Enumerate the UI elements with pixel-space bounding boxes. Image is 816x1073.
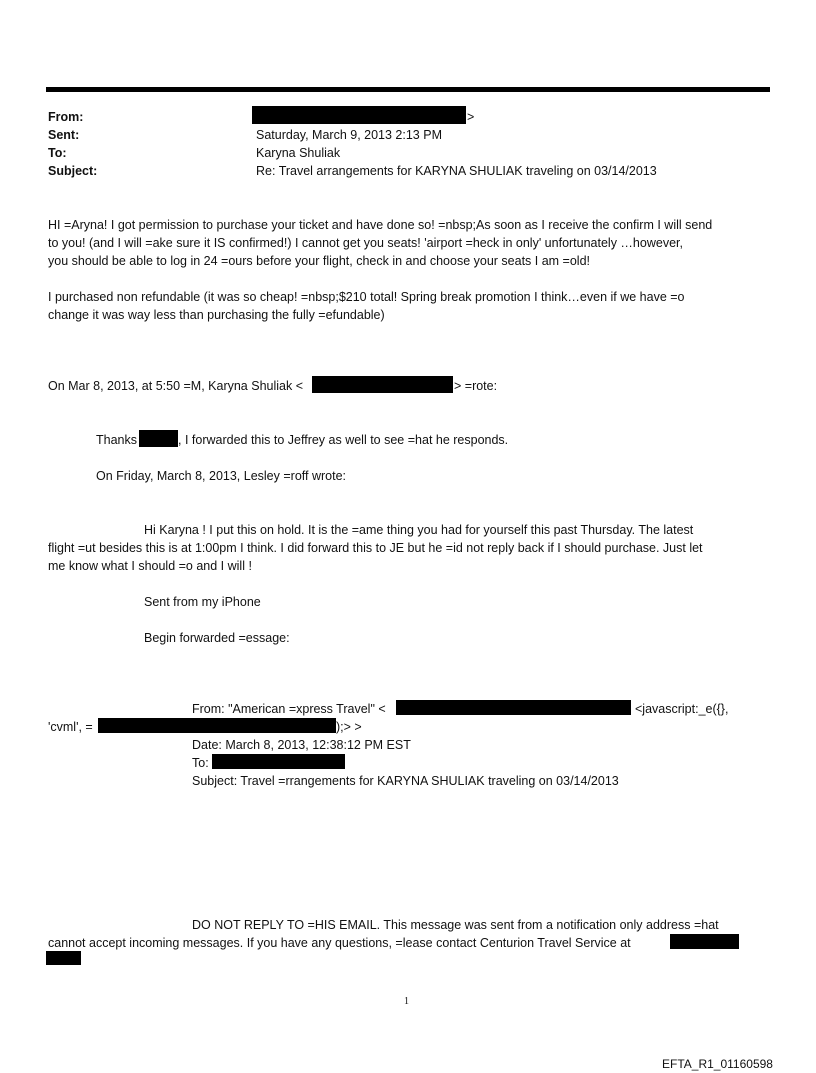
body-p3-line1: Hi Karyna ! I put this on hold. It is the =ame thing you had for yourself this past Thursday. The latest bbox=[144, 523, 694, 537]
subject-label: Subject: bbox=[48, 164, 98, 178]
header-rule bbox=[46, 87, 770, 92]
thanks-suffix: , I forwarded this to Jeffrey as well to see =hat he responds. bbox=[178, 433, 509, 447]
body-p1-line3: you should be able to log in 24 =ours before your flight, check in and choose your seats I am =old! bbox=[48, 254, 591, 268]
redaction-name-1 bbox=[139, 430, 178, 447]
notice-line2: cannot accept incoming messages. If you have any questions, =lease contact Centurion Travel Service at bbox=[48, 936, 631, 950]
body-p2-line2: change it was way less than purchasing the fully =efundable) bbox=[48, 308, 385, 322]
body-p1-line2: to you! (and I will =ake sure it IS confirmed!) I cannot get you seats! 'airport =heck in only' unfortunately …however, bbox=[48, 236, 683, 250]
from-label: From: bbox=[48, 110, 84, 124]
redaction-email-3 bbox=[98, 718, 336, 733]
redaction-to bbox=[212, 754, 345, 769]
fwd-subject: Subject: Travel =rrangements for KARYNA SHULIAK traveling on 03/14/2013 bbox=[192, 774, 619, 788]
footer-document-id: EFTA_R1_01160598 bbox=[662, 1057, 773, 1071]
fwd-javascript: <javascript:_e({}, bbox=[635, 702, 729, 716]
quote-header-2: On Friday, March 8, 2013, Lesley =roff wrote: bbox=[96, 469, 346, 483]
sent-value: Saturday, March 9, 2013 2:13 PM bbox=[256, 128, 442, 142]
redaction-phone-1 bbox=[670, 934, 739, 949]
sent-label: Sent: bbox=[48, 128, 80, 142]
from-suffix: > bbox=[467, 110, 475, 124]
fwd-date: Date: March 8, 2013, 12:38:12 PM EST bbox=[192, 738, 411, 752]
fwd-from: From: "American =xpress Travel" < bbox=[192, 702, 386, 716]
body-p1-line1: HI =Aryna! I got permission to purchase your ticket and have done so! =nbsp;As soon as I receive the confirm I will send bbox=[48, 218, 713, 232]
quote-header-1: On Mar 8, 2013, at 5:50 =M, Karyna Shuliak < bbox=[48, 379, 304, 393]
subject-value: Re: Travel arrangements for KARYNA SHULIAK traveling on 03/14/2013 bbox=[256, 164, 657, 178]
begin-forwarded: Begin forwarded =essage: bbox=[144, 631, 290, 645]
redaction-phone-2 bbox=[46, 951, 81, 965]
fwd-cvml-end: );> > bbox=[336, 720, 362, 734]
sent-from-iphone: Sent from my iPhone bbox=[144, 595, 261, 609]
body-p3-line2: flight =ut besides this is at 1:00pm I think. I did forward this to JE but he =id not reply back if I should purchase. Just let bbox=[48, 541, 703, 555]
to-value: Karyna Shuliak bbox=[256, 146, 341, 160]
body-p2-line1: I purchased non refundable (it was so cheap! =nbsp;$210 total! Spring break promotion I think…even if we have =o bbox=[48, 290, 685, 304]
quote-header-1-suffix: > =rote: bbox=[454, 379, 498, 393]
redaction-email-2 bbox=[396, 700, 631, 715]
notice-line1: DO NOT REPLY TO =HIS EMAIL. This message was sent from a notification only address =hat bbox=[192, 918, 719, 932]
redaction-email-1 bbox=[312, 376, 453, 393]
page-number: 1 bbox=[404, 996, 409, 1007]
fwd-to: To: bbox=[192, 756, 209, 770]
thanks-prefix: Thanks bbox=[96, 433, 137, 447]
body-p3-line3: me know what I should =o and I will ! bbox=[48, 559, 252, 573]
to-label: To: bbox=[48, 146, 67, 160]
fwd-cvml: 'cvml', = bbox=[48, 720, 93, 734]
redaction-from bbox=[252, 106, 466, 124]
